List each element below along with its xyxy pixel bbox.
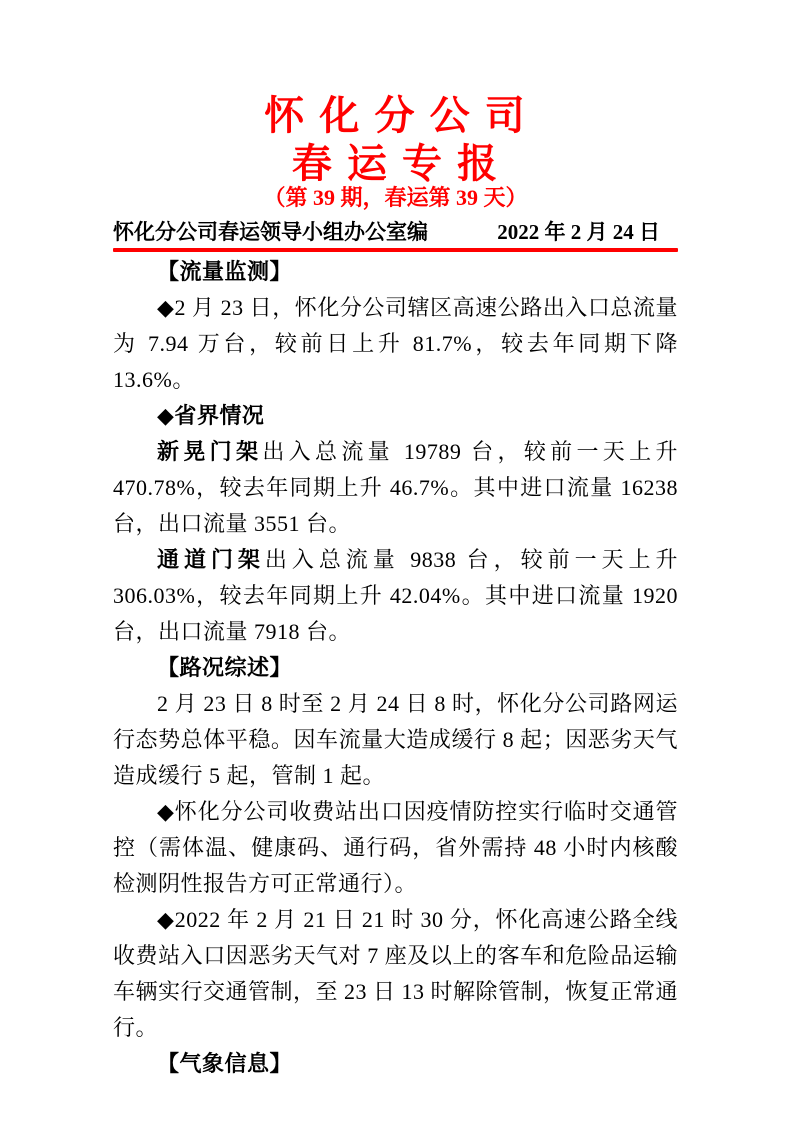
paragraph xyxy=(113,794,678,902)
section-heading xyxy=(113,1046,678,1082)
text-segment: 【路况综述】 xyxy=(157,655,293,680)
paragraph xyxy=(113,542,678,650)
text-segment: ◆怀化分公司收费站出口因疫情防控实行临时交通管控（需体温、健康码、通行码，省外需持 48 小时内核酸检测阴性报告方可正常通行）。 xyxy=(113,799,678,896)
paragraph xyxy=(113,290,678,398)
report-title: 春 运 专 报 xyxy=(291,142,500,186)
issue-number-line: （第 39 期，春运第 39 天） xyxy=(263,185,528,210)
text-segment: ◆省界情况 xyxy=(157,403,265,428)
paragraph xyxy=(113,686,678,794)
text-segment: ◆2 月 23 日，怀化分公司辖区高速公路出入口总流量为 7.94 万台，较前日上升 81.7%，较去年同期下降 13.6%。 xyxy=(113,295,678,392)
paragraph xyxy=(113,902,678,1046)
text-segment: 出入总流量 19789 台，较前一天上升 470.78%，较去年同期上升 46.7%。其中进口流量 16238 台，出口流量 3551 台。 xyxy=(113,439,678,536)
text-segment: 2 月 23 日 8 时至 2 月 24 日 8 时，怀化分公司路网运行态势总体平稳。因车流量大造成缓行 8 起；因恶劣天气造成缓行 5 起，管制 1 起。 xyxy=(113,691,678,788)
text-segment: ◆2022 年 2 月 21 日 21 时 30 分，怀化高速公路全线收费站入口因恶劣天气对 7 座及以上的客车和危险品运输车辆实行交通管制，至 23 日 13 时解除管制，恢复正常通行。 xyxy=(113,907,679,1040)
text-segment: 通道门架 xyxy=(157,547,265,572)
text-segment: 【气象信息】 xyxy=(157,1051,293,1076)
text-segment: 新晃门架 xyxy=(157,439,263,464)
text-segment: 【流量监测】 xyxy=(157,259,293,284)
section-heading xyxy=(113,254,678,290)
paragraph xyxy=(113,434,678,542)
company-title: 怀 化 分 公 司 xyxy=(264,94,527,138)
editor-row xyxy=(113,219,678,245)
section-heading xyxy=(113,650,678,686)
text-segment: 出入总流量 9838 台，较前一天上升 306.03%，较去年同期上升 42.04%。其中进口流量 1920 台，出口流量 7918 台。 xyxy=(113,547,678,644)
editor-name: 怀化分公司春运领导小组办公室编 xyxy=(113,220,428,244)
issue-date: 2022 年 2 月 24 日 xyxy=(497,220,660,244)
document-body xyxy=(113,254,678,1082)
red-divider-line xyxy=(113,248,678,252)
paragraph xyxy=(113,398,678,434)
